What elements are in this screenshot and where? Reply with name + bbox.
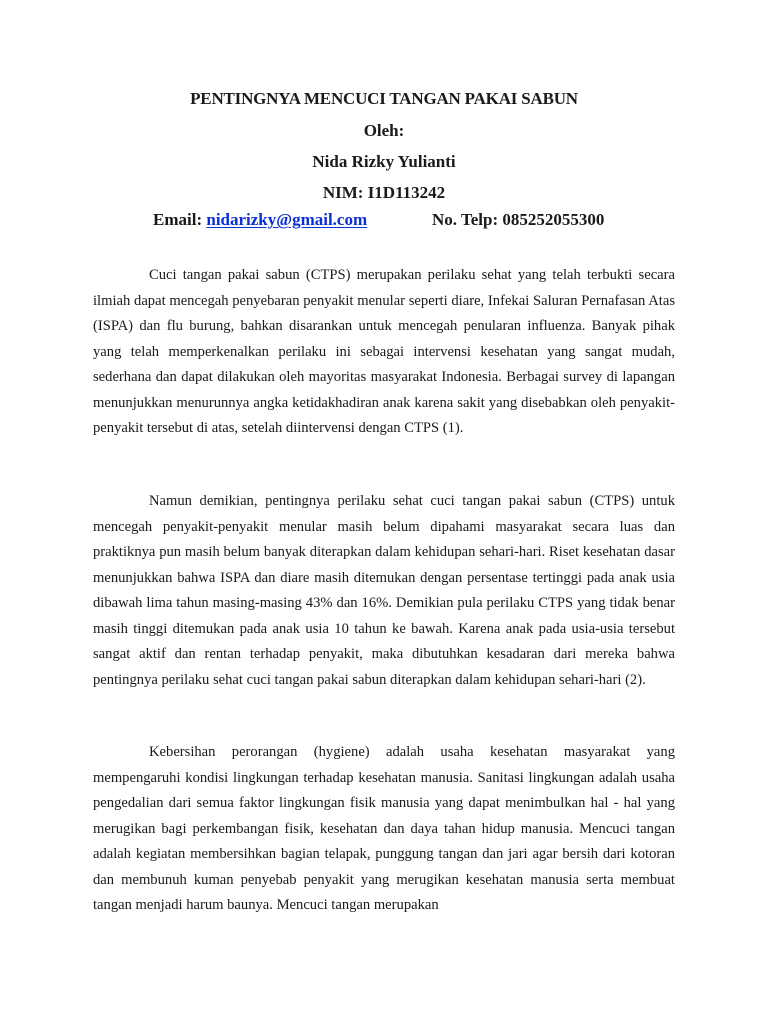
author-name: Nida Rizky Yulianti [312,152,456,171]
student-id: NIM: I1D113242 [322,183,446,202]
email-label: Email: [153,210,203,229]
email-link[interactable]: nidarizky@gmail.com [206,210,368,229]
by-label: Oleh: [363,121,405,140]
paragraph-3: Kebersihan perorangan (hygiene) adalah usaha kesehatan masyarakat yang mempengaruhi kondisi lingkungan terhadap kesehatan manusia. Sanitasi lingkungan adalah usaha pengedalian dari semua faktor lingkungan fisik manusia yang dapat menimbulkan hal - hal yang merugikan bagi perkembangan fisik, kesehatan dan daya tahan hidup manusia. Mencuci tangan adalah kegiatan membersihkan bagian telapak, punggung tangan dan jari agar bersih dari kotoran dan membunuh kuman penyebab penyakit yang merugikan kesehatan manusia serta membuat tangan menjadi harum baunya. Mencuci tangan merupakan [93,744,675,913]
paragraph-1: Cuci tangan pakai sabun (CTPS) merupakan perilaku sehat yang telah terbukti secara ilmiah dapat mencegah penyebaran penyakit menular seperti diare, Infekai Saluran Pernafasan Atas (ISPA) dan flu burung, bahkan disarankan untuk mencegah penularan influenza. Banyak pihak yang telah memperkenalkan perilaku ini sebagai intervensi kesehatan yang sangat mudah, sederhana dan dapat dilakukan oleh mayoritas masyarakat Indonesia. Berbagai survey di lapangan menunjukkan menurunnya angka ketidakhadiran anak karena sakit yang disebabkan oleh penyakit-penyakit tersebut di atas, setelah diintervensi dengan CTPS (1). [93,267,675,436]
document-title: PENTINGNYA MENCUCI TANGAN PAKAI SABUN [190,89,578,108]
phone-number: No. Telp: 085252055300 [432,210,605,229]
paragraph-2: Namun demikian, pentingnya perilaku sehat cuci tangan pakai sabun (CTPS) untuk mencegah penyakit-penyakit menular masih belum dipahami masyarakat secara luas dan praktiknya pun masih belum banyak diterapkan dalam kehidupan sehari-hari. Riset kesehatan dasar menunjukkan bahwa ISPA dan diare masih ditemukan dengan persentase tertinggi pada anak usia dibawah lima tahun masing-masing 43% dan 16%. Demikian pula perilaku CTPS yang tidak benar masih tinggi ditemukan pada anak usia 10 tahun ke bawah. Karena anak pada usia-usia tersebut sangat aktif dan rentan terhadap penyakit, maka dibutuhkan kesadaran dari mereka bahwa pentingnya perilaku sehat cuci tangan pakai sabun diterapkan dalam kehidupan sehari-hari (2). [93,493,675,688]
email-line [153,210,367,230]
